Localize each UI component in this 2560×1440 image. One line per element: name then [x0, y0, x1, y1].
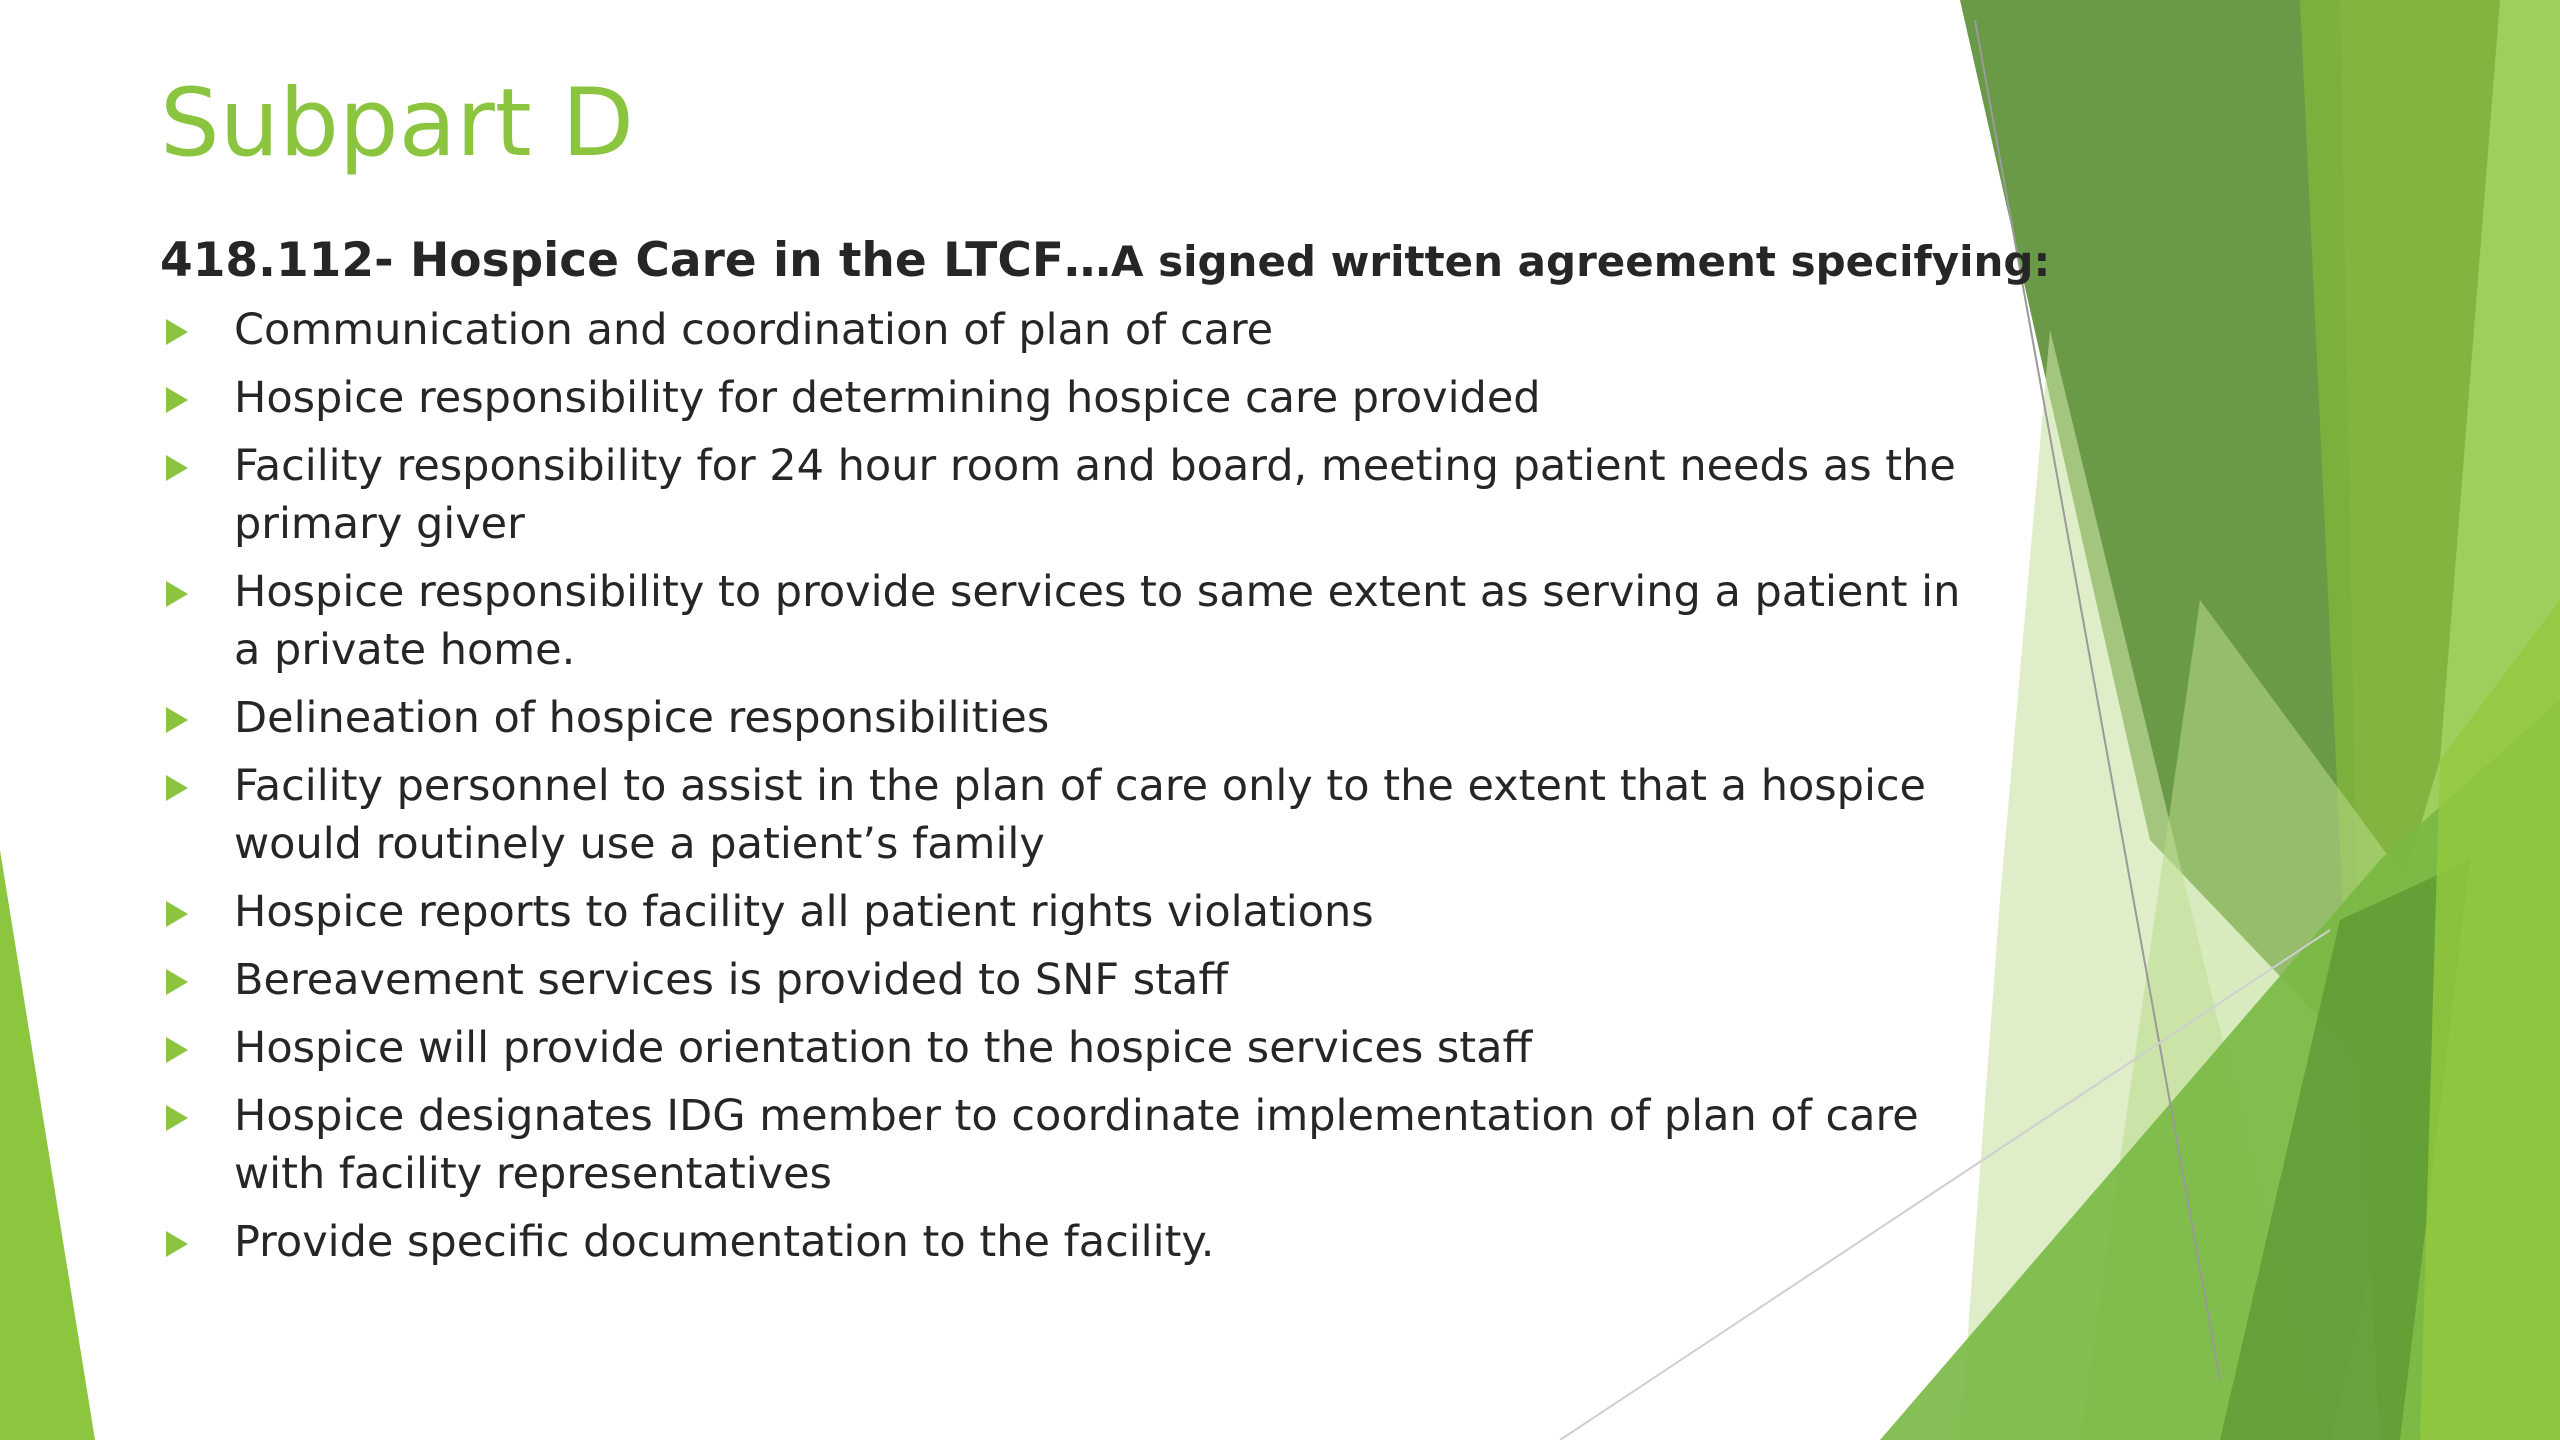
- triangle-right-icon: [166, 319, 188, 345]
- triangle-right-icon: [166, 707, 188, 733]
- triangle-right-icon: [166, 1105, 188, 1131]
- list-item: [160, 301, 1980, 359]
- list-item: [160, 1213, 1980, 1271]
- list-item: [160, 437, 1980, 553]
- triangle-right-icon: [166, 1037, 188, 1063]
- left-facet: [0, 850, 95, 1440]
- triangle-right-icon: [166, 455, 188, 481]
- subheading-main: 418.112- Hospice Care in the LTCF…: [160, 233, 1111, 288]
- list-item: [160, 563, 1980, 679]
- subheading-tail: A signed written agreement specifying:: [1110, 237, 2051, 286]
- list-item: [160, 689, 1980, 747]
- bullet-list: [160, 301, 1980, 1271]
- list-item: [160, 1019, 1980, 1077]
- triangle-right-icon: [166, 969, 188, 995]
- subheading: [160, 230, 2051, 291]
- bullet-text: Hospice reports to facility all patient rights violations: [234, 887, 1374, 938]
- triangle-right-icon: [166, 1231, 188, 1257]
- bullet-text: Hospice responsibility to provide services to same extent as serving a patient in a private home.: [234, 567, 1961, 676]
- bullet-text: Delineation of hospice responsibilities: [234, 693, 1050, 744]
- list-item: [160, 951, 1980, 1009]
- list-item: [160, 883, 1980, 941]
- bullet-text: Facility personnel to assist in the plan of care only to the extent that a hospice would routinely use a patient’s family: [234, 761, 1927, 870]
- triangle-right-icon: [166, 901, 188, 927]
- bullet-text: Communication and coordination of plan of care: [234, 305, 1274, 356]
- triangle-right-icon: [166, 581, 188, 607]
- bullet-text: Hospice will provide orientation to the hospice services staff: [234, 1023, 1533, 1074]
- list-item: [160, 1087, 1980, 1203]
- list-item: [160, 757, 1980, 873]
- bullet-text: Hospice designates IDG member to coordinate implementation of plan of care with facility representatives: [234, 1091, 1919, 1200]
- bullet-text: Bereavement services is provided to SNF staff: [234, 955, 1229, 1006]
- slide-content: [160, 230, 2051, 1281]
- bullet-text: Hospice responsibility for determining hospice care provided: [234, 373, 1541, 424]
- list-item: [160, 369, 1980, 427]
- triangle-right-icon: [166, 775, 188, 801]
- slide-title: Subpart D: [160, 69, 634, 178]
- triangle-right-icon: [166, 387, 188, 413]
- bullet-text: Provide specific documentation to the facility.: [234, 1217, 1215, 1268]
- bullet-text: Facility responsibility for 24 hour room and board, meeting patient needs as the primary giver: [234, 441, 1956, 550]
